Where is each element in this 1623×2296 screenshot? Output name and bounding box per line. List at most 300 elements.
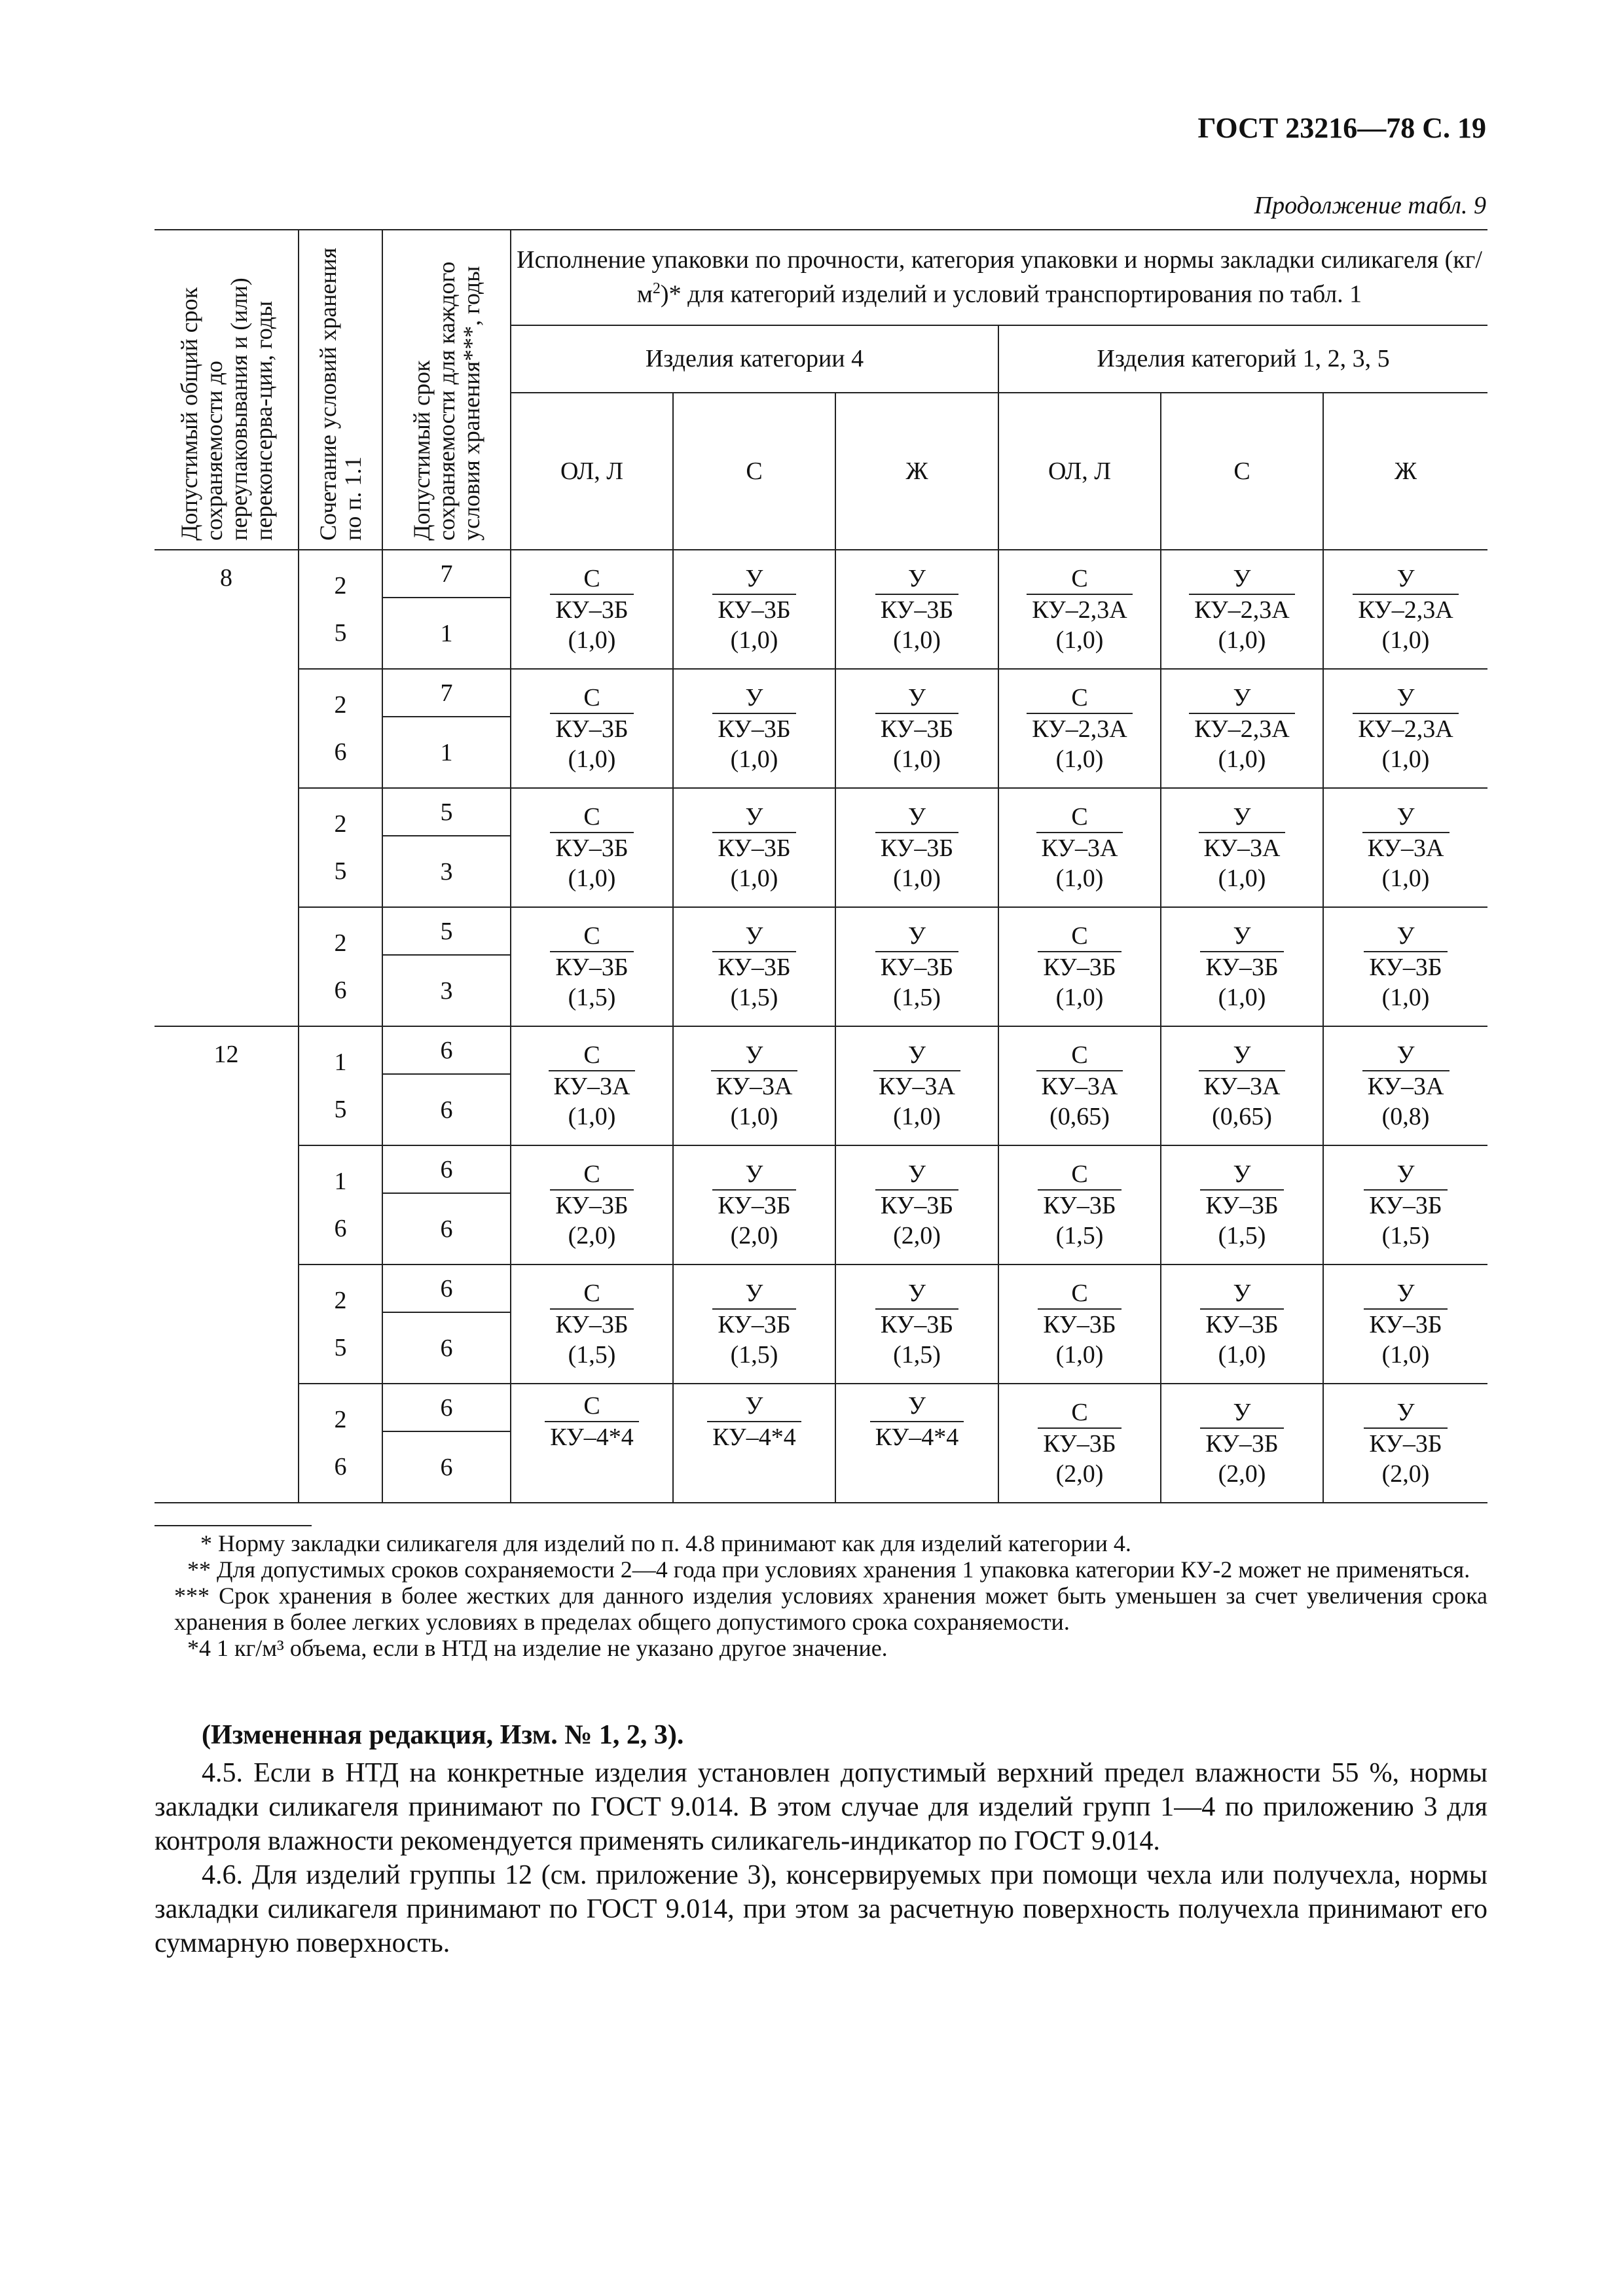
silica-gel-norm: (1,0) [893, 1103, 941, 1130]
packaging-fraction [1038, 1278, 1121, 1370]
cell-storage-term-bottom: 6 [382, 1431, 511, 1503]
packaging-category: КУ–3Б [1369, 1311, 1442, 1338]
combination-top: 2 [334, 1406, 347, 1433]
table-body [155, 550, 1487, 1503]
cell-packaging [835, 788, 998, 907]
header-packaging-group: Исполнение упаковки по прочности, категория упаковки и нормы закладки силикагеля $(кг/м^2)*$ для категорий изделий и условий транспортирования по табл. 1 [511, 230, 1487, 325]
cell-packaging [835, 1265, 998, 1384]
cell-packaging [998, 669, 1161, 788]
packaging-category: КУ–3Б [880, 715, 954, 743]
combination-top: 2 [334, 1287, 347, 1314]
silica-gel-norm: (2,0) [1055, 1460, 1104, 1488]
silica-gel-norm: (2,0) [893, 1222, 941, 1249]
strength-grade: С [550, 683, 633, 714]
footnotes [155, 1525, 1487, 1661]
strength-grade: С [1038, 1397, 1121, 1429]
cell-storage-combination [299, 1384, 382, 1503]
cell-storage-term-top: 5 [382, 788, 511, 836]
packaging-fraction [870, 1391, 964, 1452]
cell-storage-term-bottom: 1 [382, 598, 511, 669]
strength-grade: С [1027, 564, 1132, 595]
packaging-fraction [1027, 564, 1132, 655]
combination-bottom: 5 [334, 1096, 347, 1123]
packaging-category: КУ–3Б [718, 1192, 791, 1219]
strength-grade: С [550, 921, 633, 952]
strength-grade: У [875, 564, 958, 595]
packaging-category: КУ–3Б [718, 596, 791, 624]
packaging-fraction [1364, 1278, 1447, 1370]
silica-gel-norm: (1,0) [1055, 984, 1104, 1011]
silica-gel-norm: (1,5) [730, 984, 778, 1011]
silica-gel-norm: (1,0) [1218, 1341, 1266, 1369]
packaging-fraction [1364, 1159, 1447, 1251]
packaging-fraction [1364, 921, 1447, 1013]
strength-grade: С [1036, 802, 1123, 833]
packaging-fraction [875, 921, 958, 1013]
packaging-fraction [1353, 564, 1458, 655]
combination-bottom: 5 [334, 619, 347, 647]
silica-gel-norm: (1,0) [1055, 1341, 1104, 1369]
strength-grade: У [711, 1040, 798, 1071]
table-row [155, 1265, 1487, 1312]
cell-packaging [835, 1145, 998, 1265]
table-wrapper [155, 229, 1487, 1503]
packaging-category: КУ–2,3А [1358, 715, 1453, 743]
strength-grade: У [1189, 564, 1294, 595]
table-row [155, 550, 1487, 598]
cell-packaging [1323, 1026, 1487, 1145]
body-text [155, 1718, 1487, 1960]
cell-packaging [1161, 550, 1323, 669]
header-total-term: Допустимый общий срок сохраняемости до переупаковывания и (или) переконсерва-ции, годы [155, 230, 299, 550]
cell-packaging [673, 907, 835, 1026]
strength-grade: У [712, 683, 795, 714]
packaging-fraction [550, 802, 633, 893]
silica-gel-norm: (2,0) [568, 1222, 616, 1249]
strength-grade: С [550, 564, 633, 595]
silica-gel-norm: (1,5) [893, 984, 941, 1011]
packaging-fraction [1200, 1159, 1283, 1251]
strength-grade: У [1200, 1397, 1283, 1429]
packaging-fraction [550, 683, 633, 774]
cell-packaging [1161, 1265, 1323, 1384]
packaging-category: КУ–3Б [1043, 1311, 1116, 1338]
packaging-fraction [1199, 1040, 1286, 1132]
packaging-fraction [550, 1278, 633, 1370]
packaging-category: КУ–3Б [555, 834, 629, 862]
silica-gel-norm: (1,0) [730, 865, 778, 892]
cell-packaging [511, 1384, 673, 1503]
silica-gel-norm: (1,0) [1055, 865, 1104, 892]
cell-storage-term-top: 6 [382, 1265, 511, 1312]
silica-gel-norm: (1,5) [1055, 1222, 1104, 1249]
cell-storage-term-top: 7 [382, 669, 511, 717]
cell-packaging [1323, 1384, 1487, 1503]
silica-gel-norm: (1,0) [568, 745, 616, 773]
combination-top: 2 [334, 810, 347, 838]
packaging-fraction [712, 564, 795, 655]
packaging-fraction [1038, 921, 1121, 1013]
col-header-ol-l-b: ОЛ, Л [998, 393, 1161, 550]
packaging-category: КУ–3А [1041, 1073, 1118, 1100]
packaging-fraction [712, 1159, 795, 1251]
silica-gel-norm: (1,0) [893, 745, 941, 773]
cell-packaging [835, 1026, 998, 1145]
silica-gel-norm: (1,0) [1381, 745, 1430, 773]
cell-storage-combination [299, 788, 382, 907]
silica-gel-norm: (1,5) [568, 1341, 616, 1369]
strength-grade: У [712, 1159, 795, 1191]
packaging-fraction [875, 683, 958, 774]
packaging-fraction [1362, 1040, 1450, 1132]
cell-storage-term-top: 5 [382, 907, 511, 955]
table-row [155, 1026, 1487, 1074]
silica-gel-table [155, 229, 1487, 1503]
cell-packaging [1161, 1026, 1323, 1145]
cell-storage-term-bottom: 6 [382, 1312, 511, 1384]
strength-grade: У [1353, 564, 1458, 595]
cell-packaging [835, 550, 998, 669]
packaging-fraction [712, 683, 795, 774]
packaging-category: КУ–2,3А [1032, 596, 1127, 624]
silica-gel-norm: (1,0) [730, 745, 778, 773]
combination-top: 1 [334, 1168, 347, 1195]
paragraph-4-6: 4.6. Для изделий группы 12 (см. приложение 3), консервируемых при помощи чехла или получехла, нормы закладки силикагеля принимают по ГОСТ 9.014, при этом за расчетную поверхность получехла принимают его суммарную поверхность. [155, 1860, 1487, 1958]
strength-grade: С [1038, 921, 1121, 952]
cell-storage-combination [299, 550, 382, 669]
silica-gel-norm: (1,0) [730, 626, 778, 654]
cell-packaging [673, 550, 835, 669]
packaging-fraction [1036, 802, 1123, 893]
packaging-category: КУ–3Б [880, 834, 954, 862]
packaging-fraction [1200, 921, 1283, 1013]
packaging-fraction [707, 1391, 801, 1452]
cell-packaging [998, 1265, 1161, 1384]
strength-grade: У [712, 1278, 795, 1310]
strength-grade: У [1199, 1040, 1286, 1071]
packaging-category: КУ–3Б [718, 834, 791, 862]
col-header-s-b: С [1161, 393, 1323, 550]
packaging-category: КУ–3Б [555, 1311, 629, 1338]
cell-packaging [673, 1145, 835, 1265]
packaging-category: КУ–4*4 [712, 1424, 796, 1451]
packaging-category: КУ–3Б [1369, 1192, 1442, 1219]
cell-packaging [1323, 1265, 1487, 1384]
packaging-fraction [1353, 683, 1458, 774]
packaging-fraction [712, 802, 795, 893]
strength-grade: У [712, 802, 795, 833]
strength-grade: У [707, 1391, 801, 1422]
silica-gel-norm: (1,0) [1381, 984, 1430, 1011]
strength-grade: У [875, 921, 958, 952]
silica-gel-norm: (1,0) [568, 1103, 616, 1130]
packaging-category: КУ–3Б [1205, 1430, 1279, 1458]
packaging-fraction [1027, 683, 1132, 774]
table-row [155, 907, 1487, 955]
strength-grade: У [1199, 802, 1286, 833]
strength-grade: У [1353, 683, 1458, 714]
packaging-category: КУ–3А [716, 1073, 793, 1100]
silica-gel-norm: (1,0) [1218, 626, 1266, 654]
packaging-fraction [1038, 1159, 1121, 1251]
packaging-fraction [1199, 802, 1286, 893]
table-row [155, 1145, 1487, 1193]
cell-packaging [1323, 907, 1487, 1026]
cell-packaging [998, 788, 1161, 907]
table-row [155, 788, 1487, 836]
packaging-category: КУ–3А [1203, 1073, 1281, 1100]
packaging-category: КУ–3А [1367, 834, 1444, 862]
strength-grade: С [545, 1391, 639, 1422]
packaging-fraction [875, 1278, 958, 1370]
table-row [155, 669, 1487, 717]
packaging-fraction [875, 1159, 958, 1251]
cell-packaging [673, 1026, 835, 1145]
cell-packaging [998, 907, 1161, 1026]
packaging-category: КУ–2,3А [1358, 596, 1453, 624]
cell-packaging [511, 669, 673, 788]
cell-packaging [1161, 1384, 1323, 1503]
combination-bottom: 6 [334, 1453, 347, 1480]
col-header-zh-a: Ж [835, 393, 998, 550]
cell-packaging [511, 550, 673, 669]
silica-gel-norm: (1,0) [1381, 626, 1430, 654]
header-storage-term: Допустимый срок сохраняемости для каждого условия хранения***, годы [382, 230, 511, 550]
cell-storage-combination [299, 1026, 382, 1145]
cell-storage-combination [299, 1145, 382, 1265]
packaging-category: КУ–3Б [1205, 1311, 1279, 1338]
strength-grade: У [1189, 683, 1294, 714]
cell-packaging [835, 907, 998, 1026]
cell-storage-term-bottom: 1 [382, 717, 511, 788]
cell-packaging [511, 907, 673, 1026]
header-category-1235: Изделия категорий 1, 2, 3, 5 [998, 325, 1487, 393]
packaging-fraction [549, 1040, 636, 1132]
cell-packaging [511, 1026, 673, 1145]
combination-bottom: 5 [334, 857, 347, 885]
footnote-2: ** Для допустимых сроков сохраняемости 2—4 года при условиях хранения 1 упаковка категории КУ-2 может не применяться. [187, 1556, 1470, 1583]
cell-packaging [998, 550, 1161, 669]
silica-gel-norm: (1,0) [568, 865, 616, 892]
silica-gel-norm: (1,0) [1055, 626, 1104, 654]
footnote-4: *4 1 кг/м³ объема, если в НТД на изделие не указано другое значение. [187, 1635, 888, 1661]
table-header [155, 230, 1487, 550]
packaging-category: КУ–3А [1203, 834, 1281, 862]
cell-packaging [1161, 907, 1323, 1026]
header-storage-combination: Сочетание условий хранения по п. 1.1 [299, 230, 382, 550]
cell-storage-combination [299, 1265, 382, 1384]
packaging-fraction [1038, 1397, 1121, 1489]
cell-storage-term-bottom: 6 [382, 1193, 511, 1265]
cell-packaging [998, 1145, 1161, 1265]
cell-packaging [835, 1384, 998, 1503]
page-header: ГОСТ 23216—78 С. 19 [1197, 112, 1486, 144]
packaging-category: КУ–2,3А [1194, 715, 1290, 743]
packaging-category: КУ–4*4 [550, 1424, 634, 1451]
strength-grade: У [1362, 1040, 1450, 1071]
packaging-category: КУ–3Б [718, 715, 791, 743]
silica-gel-norm: (1,0) [1381, 865, 1430, 892]
strength-grade: У [712, 564, 795, 595]
strength-grade: У [873, 1040, 960, 1071]
cell-packaging [1161, 788, 1323, 907]
cell-storage-term-bottom: 3 [382, 955, 511, 1026]
combination-top: 2 [334, 691, 347, 719]
combination-top: 2 [334, 929, 347, 957]
strength-grade: У [1364, 1278, 1447, 1310]
packaging-category: КУ–3Б [880, 954, 954, 981]
silica-gel-norm: (1,0) [1218, 865, 1266, 892]
silica-gel-norm: (1,0) [1218, 745, 1266, 773]
table-row [155, 1384, 1487, 1431]
cell-packaging [1161, 669, 1323, 788]
packaging-fraction [875, 564, 958, 655]
strength-grade: У [1362, 802, 1450, 833]
combination-bottom: 6 [334, 1215, 347, 1242]
strength-grade: У [875, 1278, 958, 1310]
packaging-category: КУ–3А [553, 1073, 630, 1100]
strength-grade: С [1038, 1278, 1121, 1310]
packaging-category: КУ–3Б [1369, 954, 1442, 981]
strength-grade: С [550, 802, 633, 833]
strength-grade: У [875, 683, 958, 714]
packaging-category: КУ–3Б [880, 596, 954, 624]
packaging-category: КУ–3Б [555, 954, 629, 981]
cell-packaging [1323, 788, 1487, 907]
combination-top: 2 [334, 572, 347, 600]
col-header-s-a: С [673, 393, 835, 550]
cell-total-term: 12 [155, 1026, 299, 1503]
packaging-fraction [1200, 1278, 1283, 1370]
strength-grade: У [1364, 1397, 1447, 1429]
combination-bottom: 5 [334, 1334, 347, 1361]
packaging-category: КУ–3Б [1369, 1430, 1442, 1458]
header-category-4: Изделия категории 4 [511, 325, 998, 393]
strength-grade: У [875, 802, 958, 833]
packaging-fraction [1362, 802, 1450, 893]
cell-packaging [998, 1384, 1161, 1503]
cell-total-term: 8 [155, 550, 299, 1026]
silica-gel-norm: (0,65) [1049, 1103, 1110, 1130]
silica-gel-norm: (1,5) [893, 1341, 941, 1369]
cell-packaging [835, 669, 998, 788]
packaging-fraction [712, 921, 795, 1013]
strength-grade: У [712, 921, 795, 952]
table-continuation-label: Продолжение табл. 9 [1254, 192, 1486, 219]
packaging-fraction [1189, 683, 1294, 774]
packaging-fraction [1364, 1397, 1447, 1489]
packaging-fraction [1200, 1397, 1283, 1489]
silica-gel-norm: (1,0) [893, 626, 941, 654]
cell-packaging [1161, 1145, 1323, 1265]
footnote-1: * Норму закладки силикагеля для изделий по п. 4.8 принимают как для изделий категории 4. [200, 1530, 1131, 1556]
packaging-category: КУ–3А [1041, 834, 1118, 862]
strength-grade: У [1364, 1159, 1447, 1191]
packaging-category: КУ–3Б [718, 954, 791, 981]
cell-storage-term-bottom: 6 [382, 1074, 511, 1145]
silica-gel-norm: (1,5) [1218, 1222, 1266, 1249]
packaging-category: КУ–3Б [1205, 954, 1279, 981]
silica-gel-norm: (0,65) [1212, 1103, 1272, 1130]
strength-grade: С [1027, 683, 1132, 714]
combination-bottom: 6 [334, 738, 347, 766]
silica-gel-norm: (2,0) [1381, 1460, 1430, 1488]
cell-storage-combination [299, 907, 382, 1026]
packaging-category: КУ–3Б [1043, 1192, 1116, 1219]
silica-gel-norm: (1,0) [893, 865, 941, 892]
footnote-rule [155, 1525, 312, 1526]
footnote-3: *** Срок хранения в более жестких для данного изделия условиях хранения может быть уменьшен за счет увеличения срока хранения в более легких условиях в пределах общего допустимого срока сохраняемости. [174, 1583, 1487, 1635]
packaging-fraction [1189, 564, 1294, 655]
silica-gel-norm: (1,0) [1055, 745, 1104, 773]
silica-gel-norm: (1,5) [730, 1341, 778, 1369]
packaging-fraction [545, 1391, 639, 1452]
paragraph-4-5: 4.5. Если в НТД на конкретные изделия установлен допустимый верхний предел влажности 55 %, нормы закладки силикагеля принимают по ГОСТ 9.014. В этом случае для изделий групп 1—4 по приложению 3 для контроля влажности рекомендуется применять силикагель-индикатор по ГОСТ 9.014. [155, 1758, 1487, 1856]
packaging-category: КУ–3Б [555, 596, 629, 624]
packaging-fraction [712, 1278, 795, 1370]
packaging-category: КУ–3Б [880, 1192, 954, 1219]
packaging-fraction [550, 1159, 633, 1251]
strength-grade: У [875, 1159, 958, 1191]
cell-storage-term-top: 6 [382, 1026, 511, 1074]
packaging-category: КУ–3Б [718, 1311, 791, 1338]
silica-gel-norm: (0,8) [1381, 1103, 1430, 1130]
cell-storage-term-top: 7 [382, 550, 511, 598]
packaging-category: КУ–3Б [1043, 1430, 1116, 1458]
strength-grade: С [550, 1278, 633, 1310]
packaging-category: КУ–3А [1367, 1073, 1444, 1100]
packaging-category: КУ–3Б [555, 715, 629, 743]
silica-gel-norm: (2,0) [1218, 1460, 1266, 1488]
packaging-category: КУ–3А [879, 1073, 955, 1100]
packaging-fraction [711, 1040, 798, 1132]
silica-gel-norm: (1,0) [1381, 1341, 1430, 1369]
packaging-category: КУ–3Б [880, 1311, 954, 1338]
amendment-note: (Измененная редакция, Изм. № 1, 2, 3). [202, 1720, 684, 1750]
packaging-category: КУ–2,3А [1194, 596, 1290, 624]
strength-grade: У [1200, 921, 1283, 952]
cell-storage-term-top: 6 [382, 1384, 511, 1431]
strength-grade: С [550, 1159, 633, 1191]
cell-packaging [673, 1265, 835, 1384]
packaging-fraction [550, 564, 633, 655]
combination-bottom: 6 [334, 977, 347, 1004]
packaging-category: КУ–3Б [1205, 1192, 1279, 1219]
packaging-fraction [873, 1040, 960, 1132]
combination-top: 1 [334, 1049, 347, 1076]
cell-packaging [1323, 550, 1487, 669]
cell-packaging [673, 1384, 835, 1503]
strength-grade: У [870, 1391, 964, 1422]
silica-gel-norm: (1,0) [1218, 984, 1266, 1011]
col-header-zh-b: Ж [1323, 393, 1487, 550]
cell-storage-term-top: 6 [382, 1145, 511, 1193]
cell-packaging [1323, 669, 1487, 788]
cell-storage-term-bottom: 3 [382, 836, 511, 907]
strength-grade: У [1200, 1278, 1283, 1310]
packaging-fraction [1036, 1040, 1123, 1132]
packaging-category: КУ–2,3А [1032, 715, 1127, 743]
cell-storage-combination [299, 669, 382, 788]
col-header-ol-l-a: ОЛ, Л [511, 393, 673, 550]
cell-packaging [511, 788, 673, 907]
packaging-category: КУ–4*4 [875, 1424, 959, 1451]
strength-grade: С [549, 1040, 636, 1071]
strength-grade: С [1036, 1040, 1123, 1071]
packaging-fraction [875, 802, 958, 893]
silica-gel-norm: (1,0) [568, 626, 616, 654]
cell-packaging [998, 1026, 1161, 1145]
